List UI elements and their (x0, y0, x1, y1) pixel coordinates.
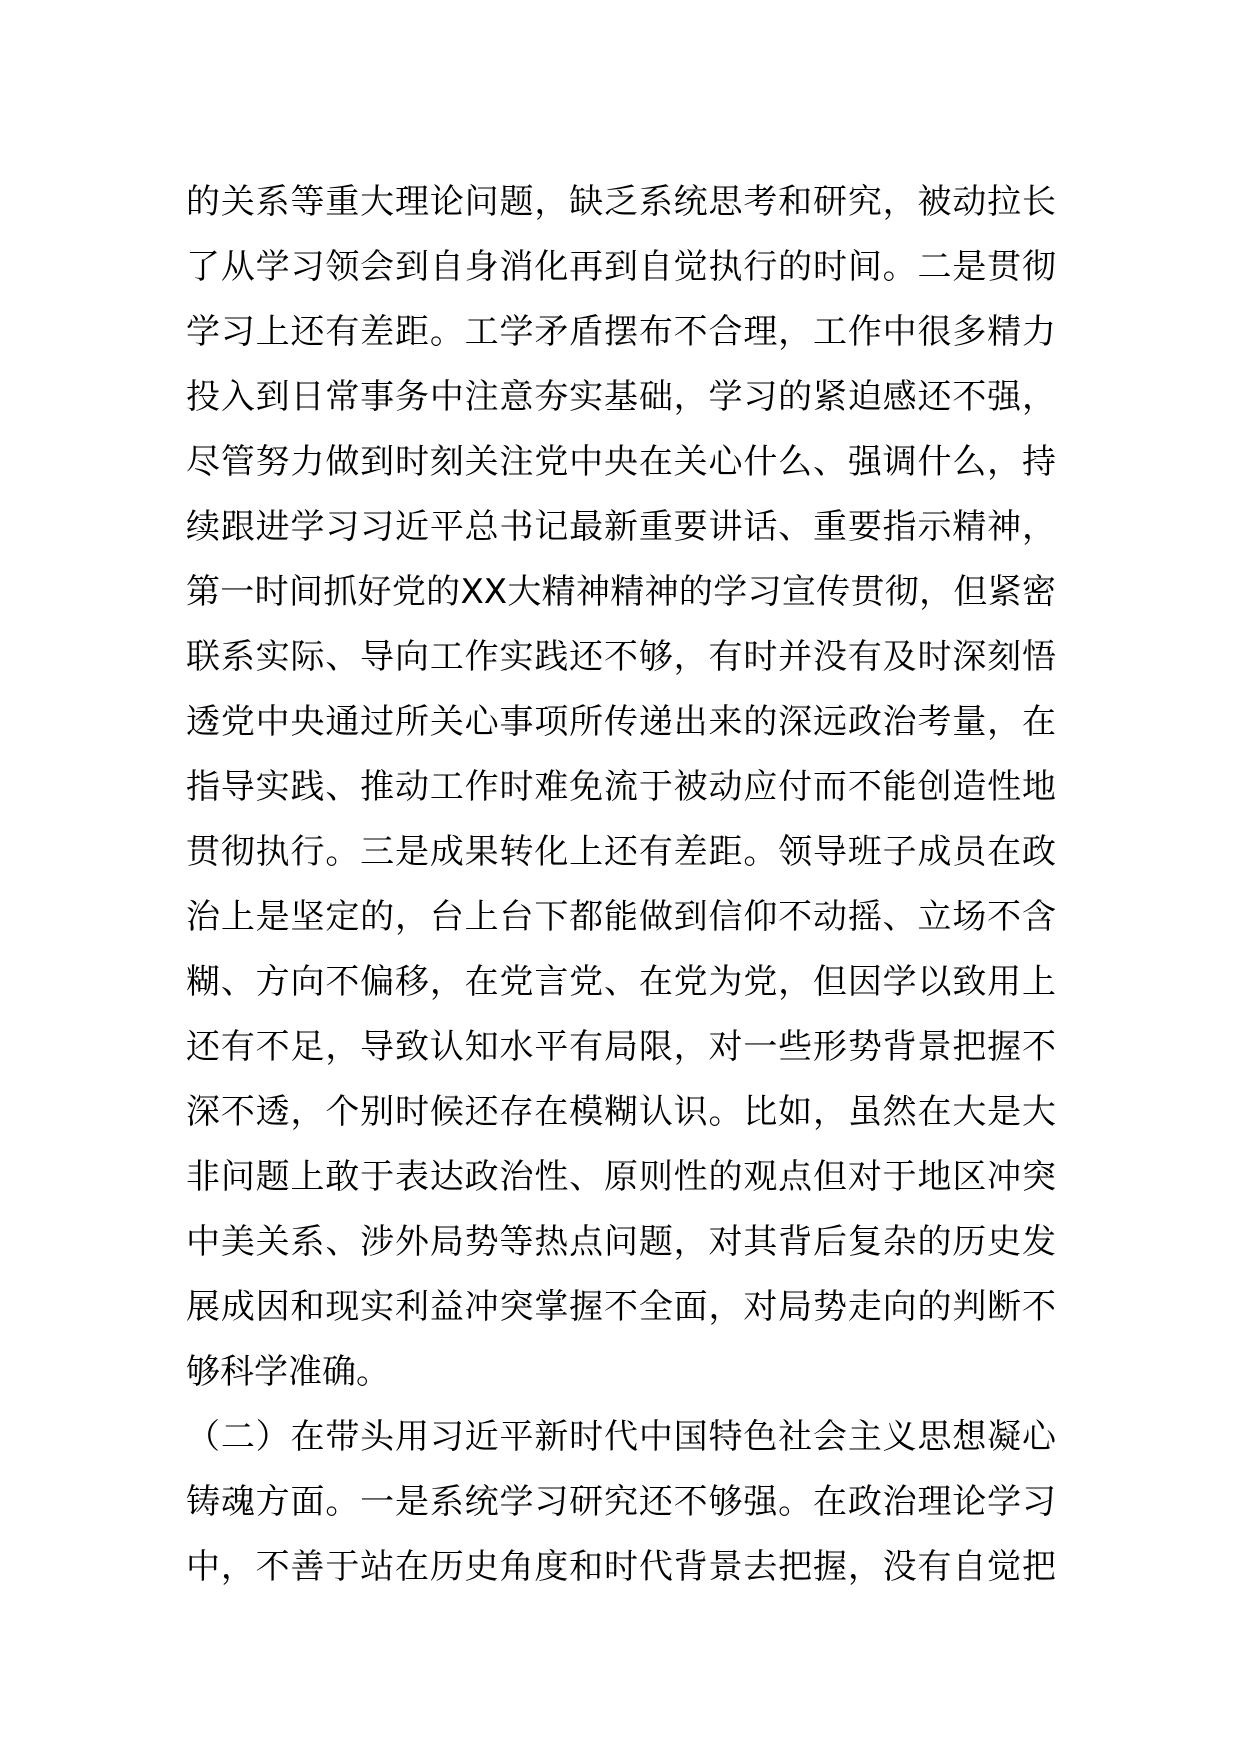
text-line: 指导实践、推动工作时难免流于被动应付而不能创造性地 (186, 767, 1056, 807)
text-line: 展成因和现实利益冲突掌握不全面，对局势走向的判断不 (186, 1287, 1056, 1327)
text-line: 非问题上敢于表达政治性、原则性的观点但对于地区冲突 (186, 1157, 1056, 1197)
text-line: 中，不善于站在历史角度和时代背景去把握，没有自觉把 (186, 1547, 1056, 1587)
text-line: 投入到日常事务中注意夯实基础，学习的紧迫感还不强， (186, 377, 1056, 417)
text-line: 尽管努力做到时刻关注党中央在关心什么、强调什么，持 (186, 442, 1056, 482)
text-line: 联系实际、导向工作实践还不够，有时并没有及时深刻悟 (186, 637, 1056, 677)
text-line: 铸魂方面。一是系统学习研究还不够强。在政治理论学习 (186, 1482, 1056, 1522)
text-line: 了从学习领会到自身消化再到自觉执行的时间。二是贯彻 (186, 247, 1056, 287)
section-heading-line: （二）在带头用习近平新时代中国特色社会主义思想凝心 (186, 1417, 1056, 1457)
text-line: 的关系等重大理论问题，缺乏系统思考和研究，被动拉长 (186, 182, 1056, 222)
text-line: 糊、方向不偏移，在党言党、在党为党，但因学以致用上 (186, 962, 1056, 1002)
text-line: 透党中央通过所关心事项所传递出来的深远政治考量，在 (186, 702, 1056, 742)
text-line: 续跟进学习习近平总书记最新重要讲话、重要指示精神， (186, 507, 1056, 547)
text-line: 学习上还有差距。工学矛盾摆布不合理，工作中很多精力 (186, 312, 1056, 352)
text-line: 够科学准确。 (186, 1352, 390, 1392)
text-line: 还有不足，导致认知水平有局限，对一些形势背景把握不 (186, 1027, 1056, 1067)
body-text (186, 170, 1056, 1600)
text-line: 贯彻执行。三是成果转化上还有差距。领导班子成员在政 (186, 832, 1056, 872)
text-line: 治上是坚定的，台上台下都能做到信仰不动摇、立场不含 (186, 897, 1056, 937)
text-line: 中美关系、涉外局势等热点问题，对其背后复杂的历史发 (186, 1222, 1056, 1262)
text-line: 深不透，个别时候还存在模糊认识。比如，虽然在大是大 (186, 1092, 1056, 1132)
text-line: 第一时间抓好党的XX大精神精神的学习宣传贯彻，但紧密 (186, 572, 1056, 612)
